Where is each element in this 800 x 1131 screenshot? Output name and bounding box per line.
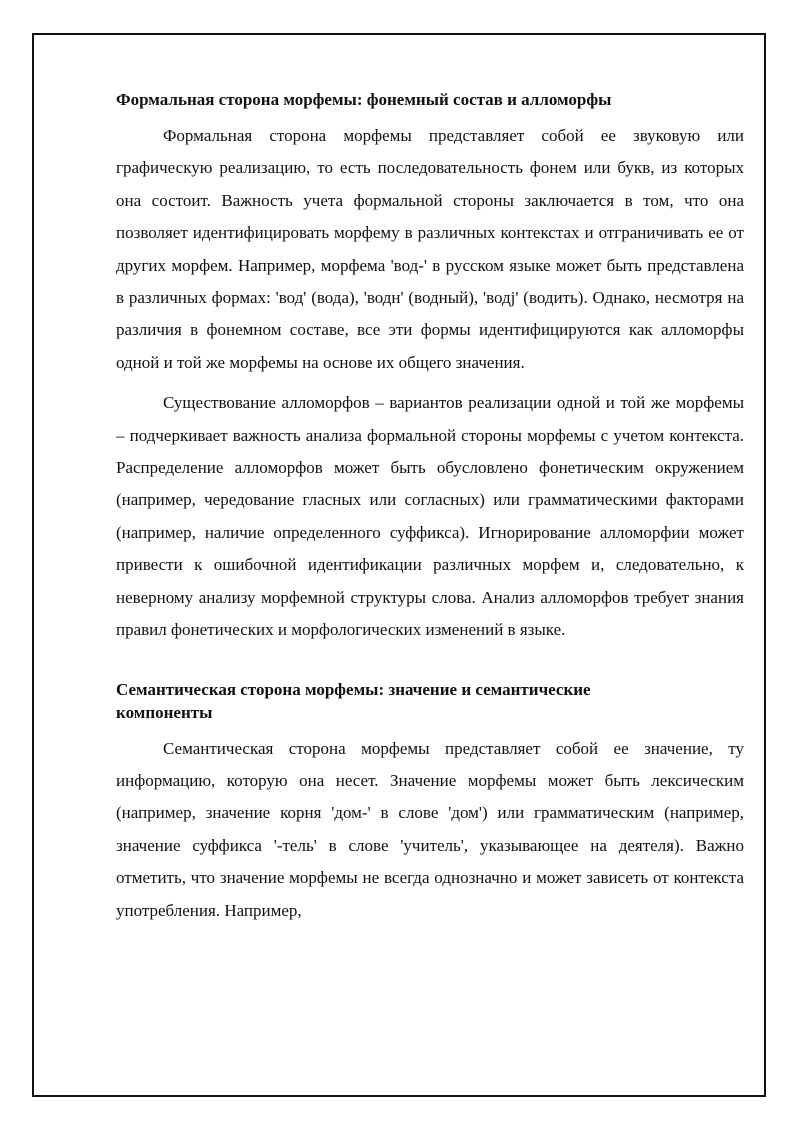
page-frame [32,33,766,1097]
paragraph-formal-2: Существование алломорфов – вариантов реализации одной и той же морфемы – подчеркивает важность анализа формальной стороны морфемы с учетом контекста. Распределение алломорфов может быть обусловлено фонетическим окружением (например, чередование гласных или согласных) или грамматическими факторами (например, наличие определенного суффикса). Игнорирование алломорфии может привести к ошибочной идентификации различных морфем и, следовательно, к неверному анализу морфемной структуры слова. Анализ алломорфов требует знания правил фонетических и морфологических изменений в языке. [116,393,744,640]
section-heading-formal: Формальная сторона морфемы: фонемный состав и алломорфы [116,90,612,109]
document-body [116,88,744,927]
section-heading-semantic: Семантическая сторона морфемы: значение и семантические компоненты [116,679,591,722]
paragraph-semantic-1: Семантическая сторона морфемы представляет собой ее значение, ту информацию, которую она несет. Значение морфемы может быть лексическим (например, значение корня 'дом-' в слове 'дом') или грамматическим (например, значение суффикса '-тель' в слове 'учитель', указывающее на деятеля). Важно отметить, что значение морфемы не всегда однозначно и может зависеть от контекста употребления. Например, [116,738,744,920]
paragraph-formal-1: Формальная сторона морфемы представляет собой ее звуковую или графическую реализацию, то есть последовательность фонем или букв, из которых она состоит. Важность учета формальной стороны заключается в том, что она позволяет идентифицировать морфему в различных контекстах и отграничивать ее от других морфем. Например, морфема 'вод-' в русском языке может быть представлена в различных формах: 'вод' (вода), 'водн' (водный), 'водj' (водить). Однако, несмотря на различия в фонемном составе, все эти формы идентифицируются как алломорфы одной и той же морфемы на основе их общего значения. [116,126,744,372]
